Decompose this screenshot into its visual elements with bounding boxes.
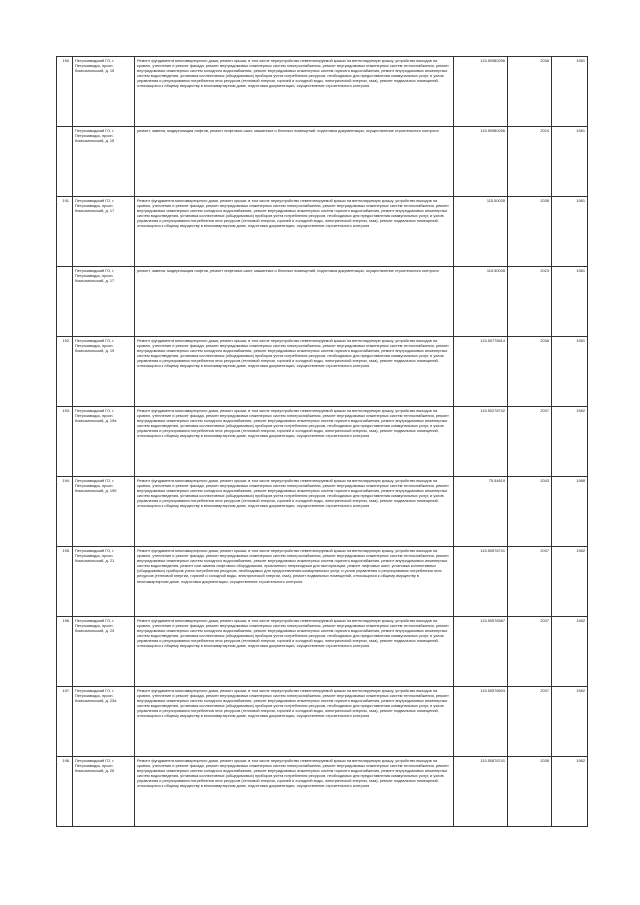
capital-repair-table	[56, 56, 588, 827]
address-cell: Петрозаводский ГО, г. Петрозаводск, просп. Комсомольский, д. 19	[73, 337, 135, 407]
year-cell: 2037	[508, 687, 552, 757]
cost-cell: 115.50035	[454, 197, 508, 267]
works-cell: Ремонт фундамента многоквартирного дома, ремонт крыши, в том числе переустройство невентилируемой крыши на вентилируемую крышу, устройство выходов на кровлю, утепление и ремонт фасада, ремонт внутридомовых инженерных систем электроснабжения, ремонт внутридомовых инженерных систем теплоснабжения, ремонт внутридомовых инженерных систем холодного водоснабжения, ремонт внутридомовых инженерных систем горячего водоснабжения, ремонт внутридомовых инженерных систем водоотведения, установка коллективных (общедомовых) приборов учета потребления ресурсов, необходимых для предоставления коммунальных услуг, и узлов управления и регулирования потребления этих ресурсов (тепловой энергии, горячей и холодной воды, электрической энергии, газа), ремонт подвальных помещений, относящихся к общему имуществу в многоквартирном доме, подготовка документации, осуществление строительного контроля	[135, 407, 454, 477]
works-cell: Ремонт фундамента многоквартирного дома, ремонт крыши, в том числе переустройство невентилируемой крыши на вентилируемую крышу, устройство выходов на кровлю, утепление и ремонт фасада, ремонт внутридомовых инженерных систем электроснабжения, ремонт внутридомовых инженерных систем теплоснабжения, ремонт внутридомовых инженерных систем холодного водоснабжения, ремонт внутридомовых инженерных систем горячего водоснабжения, ремонт внутридомовых инженерных систем водоотведения, ремонт или замена лифтового оборудования, признанного непригодным для эксплуатации, ремонт лифтовых шахт, установка коллективных (общедомовых) приборов учета потребления ресурсов, необходимых для предоставления коммунальных услуг, и узлов управления и регулирования потребления этих ресурсов (тепловой энергии, горячей и холодной воды, электрической энергии, газа), ремонт подвальных помещений, относящихся к общему имуществу в многоквартирном доме, подготовка документации, осуществление строительного контроля	[135, 547, 454, 617]
table-row	[57, 57, 588, 127]
row-number: 191.	[57, 197, 73, 267]
row-number	[57, 267, 73, 337]
table-row	[57, 267, 588, 337]
row-number	[57, 127, 73, 197]
works-cell: Ремонт фундамента многоквартирного дома, ремонт крыши, в том числе переустройство невентилируемой крыши на вентилируемую крышу, устройство выходов на кровлю, утепление и ремонт фасада, ремонт внутридомовых инженерных систем электроснабжения, ремонт внутридомовых инженерных систем теплоснабжения, ремонт внутридомовых инженерных систем холодного водоснабжения, ремонт внутридомовых инженерных систем горячего водоснабжения, ремонт внутридомовых инженерных систем водоотведения, установка коллективных (общедомовых) приборов учета потребления ресурсов, необходимых для предоставления коммунальных услуг, и узлов управления и регулирования потребления этих ресурсов (тепловой энергии, горячей и холодной воды, электрической энергии, газа), ремонт подвальных помещений, относящихся к общему имуществу в многоквартирном доме, подготовка документации, осуществление строительного контроля	[135, 337, 454, 407]
address-cell: Петрозаводский ГО, г. Петрозаводск, просп. Комсомольский, д. 17	[73, 197, 135, 267]
year-cell: 2036	[508, 757, 552, 827]
table-row	[57, 407, 588, 477]
address-cell: Петрозаводский ГО, г. Петрозаводск, просп. Комсомольский, д. 17	[73, 267, 135, 337]
cost-cell: 115.50278742	[454, 407, 508, 477]
cost-cell: 75.54619	[454, 477, 508, 547]
year-cell: 2037	[508, 407, 552, 477]
year-cell: 2036	[508, 337, 552, 407]
cost-cell: 115.50035	[454, 267, 508, 337]
table-row	[57, 617, 588, 687]
built-year-cell: 1981	[552, 337, 588, 407]
built-year-cell: 1982	[552, 617, 588, 687]
year-cell: 2037	[508, 547, 552, 617]
row-number: 197.	[57, 687, 73, 757]
address-cell: Петрозаводский ГО, г. Петрозаводск, просп. Комсомольский, д. 25	[73, 757, 135, 827]
built-year-cell: 1981	[552, 267, 588, 337]
year-cell: 2036	[508, 197, 552, 267]
row-number: 194.	[57, 477, 73, 547]
built-year-cell: 1981	[552, 57, 588, 127]
row-number: 196.	[57, 617, 73, 687]
address-cell: Петрозаводский ГО, г. Петрозаводск, просп. Комсомольский, д. 21	[73, 547, 135, 617]
table-row	[57, 197, 588, 267]
row-number: 190.	[57, 57, 73, 127]
year-cell: 2043	[508, 477, 552, 547]
year-cell: 2036	[508, 57, 552, 127]
works-cell: Ремонт фундамента многоквартирного дома, ремонт крыши, в том числе переустройство невентилируемой крыши на вентилируемую крышу, устройство выходов на кровлю, утепление и ремонт фасада, ремонт внутридомовых инженерных систем электроснабжения, ремонт внутридомовых инженерных систем теплоснабжения, ремонт внутридомовых инженерных систем холодного водоснабжения, ремонт внутридомовых инженерных систем горячего водоснабжения, ремонт внутридомовых инженерных систем водоотведения, установка коллективных (общедомовых) приборов учета потребления ресурсов, необходимых для предоставления коммунальных услуг, и узлов управления и регулирования потребления этих ресурсов (тепловой энергии, горячей и холодной воды, электрической энергии, газа), ремонт подвальных помещений, относящихся к общему имуществу в многоквартирном доме, подготовка документации, осуществление строительного контроля	[135, 687, 454, 757]
cost-cell: 115.50980256	[454, 57, 508, 127]
cost-cell: 115.50980256	[454, 127, 508, 197]
cost-cell: 115.50576741	[454, 547, 508, 617]
row-number: 198.	[57, 757, 73, 827]
works-cell: Ремонт фундамента многоквартирного дома, ремонт крыши, в том числе переустройство невентилируемой крыши на вентилируемую крышу, устройство выходов на кровлю, утепление и ремонт фасада, ремонт внутридомовых инженерных систем электроснабжения, ремонт внутридомовых инженерных систем теплоснабжения, ремонт внутридомовых инженерных систем холодного водоснабжения, ремонт внутридомовых инженерных систем горячего водоснабжения, ремонт внутридомовых инженерных систем водоотведения, установка коллективных (общедомовых) приборов учета потребления ресурсов, необходимых для предоставления коммунальных услуг, и узлов управления и регулирования потребления этих ресурсов (тепловой энергии, горячей и холодной воды, электрической энергии, газа), ремонт подвальных помещений, относящихся к общему имуществу в многоквартирном доме, подготовка документации, осуществление строительного контроля	[135, 617, 454, 687]
address-cell: Петрозаводский ГО, г. Петрозаводск, просп. Комсомольский, д. 19б	[73, 477, 135, 547]
table-row	[57, 127, 588, 197]
table-row	[57, 757, 588, 827]
year-cell: 2023	[508, 267, 552, 337]
built-year-cell: 1988	[552, 477, 588, 547]
address-cell: Петрозаводский ГО, г. Петрозаводск, просп. Комсомольский, д. 15	[73, 57, 135, 127]
cost-cell: 115.50576693	[454, 687, 508, 757]
built-year-cell: 1981	[552, 197, 588, 267]
built-year-cell: 1982	[552, 757, 588, 827]
works-cell: Ремонт фундамента многоквартирного дома, ремонт крыши, в том числе переустройство невентилируемой крыши на вентилируемую крышу, устройство выходов на кровлю, утепление и ремонт фасада, ремонт внутридомовых инженерных систем электроснабжения, ремонт внутридомовых инженерных систем теплоснабжения, ремонт внутридомовых инженерных систем холодного водоснабжения, ремонт внутридомовых инженерных систем горячего водоснабжения, ремонт внутридомовых инженерных систем водоотведения, установка коллективных (общедомовых) приборов учета потребления ресурсов, необходимых для предоставления коммунальных услуг, и узлов управления и регулирования потребления этих ресурсов (тепловой энергии, горячей и холодной воды, электрической энергии, газа), ремонт подвальных помещений, относящихся к общему имуществу в многоквартирном доме, подготовка документации, осуществление строительного контроля	[135, 197, 454, 267]
built-year-cell: 1982	[552, 407, 588, 477]
address-cell: Петрозаводский ГО, г. Петрозаводск, просп. Комсомольский, д. 15	[73, 127, 135, 197]
cost-cell: 115.50576587	[454, 617, 508, 687]
address-cell: Петрозаводский ГО, г. Петрозаводск, просп. Комсомольский, д. 23а	[73, 687, 135, 757]
row-number: 193.	[57, 407, 73, 477]
row-number: 192.	[57, 337, 73, 407]
built-year-cell: 1982	[552, 547, 588, 617]
cost-cell: 115.50775614	[454, 337, 508, 407]
works-cell: ремонт, замена, модернизация лифтов, ремонт лифтовых шахт, машинных и блочных помещений, подготовка документации, осуществление строительного контроля	[135, 267, 454, 337]
table-row	[57, 477, 588, 547]
row-number: 195.	[57, 547, 73, 617]
year-cell: 2024	[508, 127, 552, 197]
address-cell: Петрозаводский ГО, г. Петрозаводск, просп. Комсомольский, д. 23	[73, 617, 135, 687]
table-row	[57, 547, 588, 617]
address-cell: Петрозаводский ГО, г. Петрозаводск, просп. Комсомольский, д. 19а	[73, 407, 135, 477]
works-cell: ремонт, замена, модернизация лифтов, ремонт лифтовых шахт, машинных и блочных помещений, подготовка документации, осуществление строительного контроля	[135, 127, 454, 197]
works-cell: Ремонт фундамента многоквартирного дома, ремонт крыши, в том числе переустройство невентилируемой крыши на вентилируемую крышу, устройство выходов на кровлю, утепление и ремонт фасада, ремонт внутридомовых инженерных систем электроснабжения, ремонт внутридомовых инженерных систем теплоснабжения, ремонт внутридомовых инженерных систем холодного водоснабжения, ремонт внутридомовых инженерных систем горячего водоснабжения, ремонт внутридомовых инженерных систем водоотведения, установка коллективных (общедомовых) приборов учета потребления ресурсов, необходимых для предоставления коммунальных услуг, и узлов управления и регулирования потребления этих ресурсов (тепловой энергии, горячей и холодной воды, электрической энергии, газа), ремонт подвальных помещений, относящихся к общему имуществу в многоквартирном доме, подготовка документации, осуществление строительного контроля	[135, 757, 454, 827]
cost-cell: 115.50876741	[454, 757, 508, 827]
works-cell: Ремонт фундамента многоквартирного дома, ремонт крыши, в том числе переустройство невентилируемой крыши на вентилируемую крышу, устройство выходов на кровлю, утепление и ремонт фасада, ремонт внутридомовых инженерных систем электроснабжения, ремонт внутридомовых инженерных систем теплоснабжения, ремонт внутридомовых инженерных систем холодного водоснабжения, ремонт внутридомовых инженерных систем горячего водоснабжения, ремонт внутридомовых инженерных систем водоотведения, установка коллективных (общедомовых) приборов учета потребления ресурсов, необходимых для предоставления коммунальных услуг, и узлов управления и регулирования потребления этих ресурсов (тепловой энергии, горячей и холодной воды, электрической энергии, газа), ремонт подвальных помещений, относящихся к общему имуществу в многоквартирном доме, подготовка документации, осуществление строительного контроля	[135, 477, 454, 547]
works-cell: Ремонт фундамента многоквартирного дома, ремонт крыши, в том числе переустройство невентилируемой крыши на вентилируемую крышу, устройство выходов на кровлю, утепление и ремонт фасада, ремонт внутридомовых инженерных систем электроснабжения, ремонт внутридомовых инженерных систем теплоснабжения, ремонт внутридомовых инженерных систем холодного водоснабжения, ремонт внутридомовых инженерных систем горячего водоснабжения, ремонт внутридомовых инженерных систем водоотведения, установка коллективных (общедомовых) приборов учета потребления ресурсов, необходимых для предоставления коммунальных услуг, и узлов управления и регулирования потребления этих ресурсов (тепловой энергии, горячей и холодной воды, электрической энергии, газа), ремонт подвальных помещений, относящихся к общему имуществу в многоквартирном доме, подготовка документации, осуществление строительного контроля	[135, 57, 454, 127]
built-year-cell: 1981	[552, 127, 588, 197]
table-row	[57, 337, 588, 407]
built-year-cell: 1982	[552, 687, 588, 757]
year-cell: 2037	[508, 617, 552, 687]
table-row	[57, 687, 588, 757]
